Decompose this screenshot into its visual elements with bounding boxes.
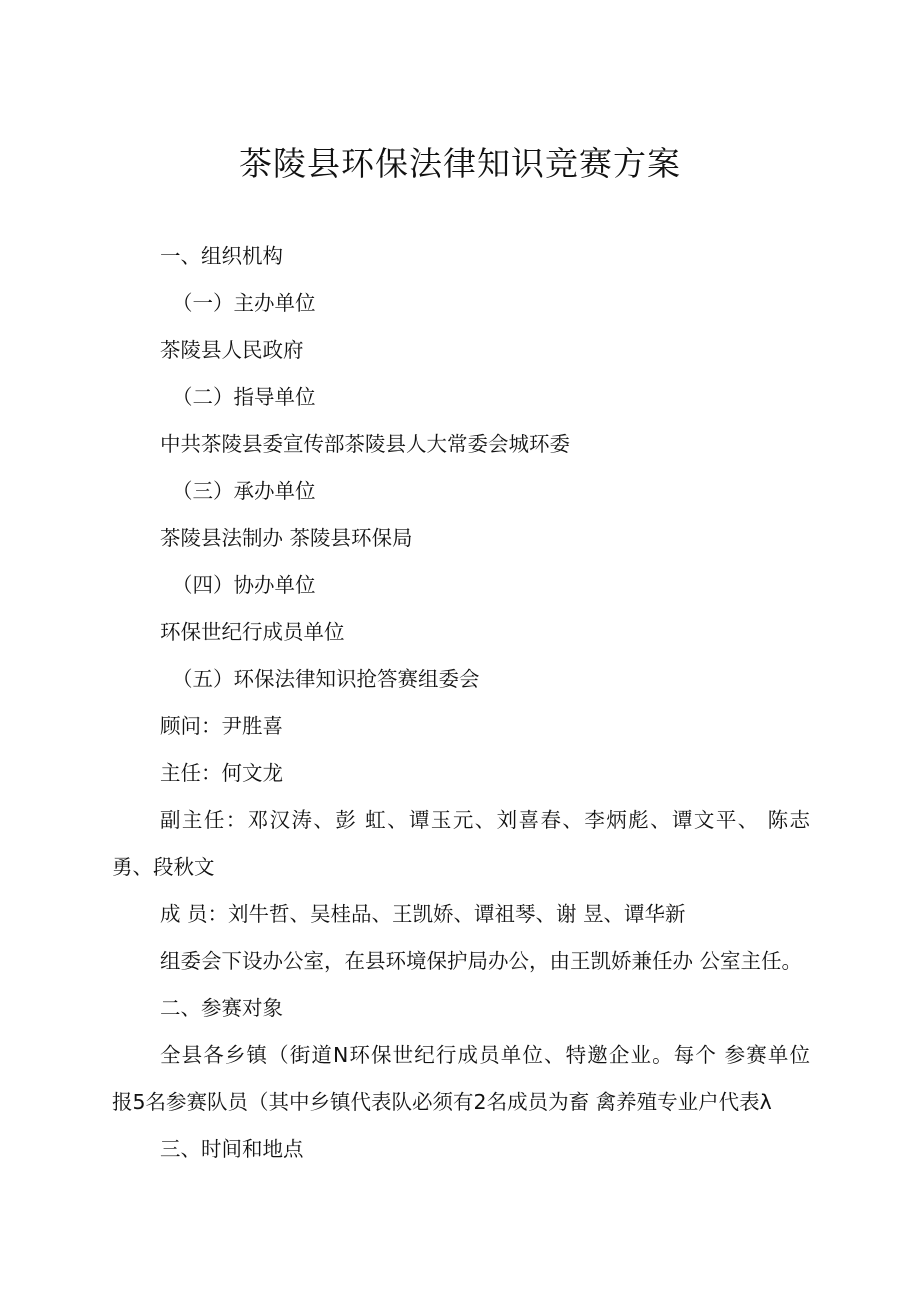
subsection-committee: （五）环保法律知识抢答赛组委会 [172, 667, 480, 691]
section-heading-participants: 二、参赛对象 [160, 996, 283, 1020]
participants-text: 全县各乡镇（街道N环保世纪行成员单位、特邀企业。每个 参赛单位 [160, 1043, 810, 1067]
participants-text-cont: 报5名参赛队员（其中乡镇代表队必须有2名成员为畜 禽养殖专业户代表λ [112, 1090, 772, 1114]
committee-director: 主任：何文龙 [160, 761, 283, 785]
section-heading-organization: 一、组织机构 [160, 244, 283, 268]
committee-deputy-directors-cont: 勇、段秋文 [112, 855, 215, 879]
committee-advisor: 顾问：尹胜喜 [160, 714, 283, 738]
committee-deputy-directors: 副主任：邓汉涛、彭 虹、谭玉元、刘喜春、李炳彪、谭文平、 陈志 [160, 808, 810, 832]
subsection-host: （一）主办单位 [172, 291, 316, 315]
committee-members: 成 员：刘牛哲、吴桂品、王凯娇、谭祖琴、谢 昱、谭华新 [160, 902, 686, 926]
host-unit-text: 茶陵县人民政府 [160, 338, 304, 362]
subsection-co-organizer: （四）协办单位 [172, 573, 316, 597]
section-heading-time-place: 三、时间和地点 [160, 1137, 304, 1161]
committee-office-note: 组委会下设办公室，在县环境保护局办公，由王凯娇兼任办 公室主任。 [160, 949, 803, 973]
co-organizer-unit-text: 环保世纪行成员单位 [160, 620, 345, 644]
subsection-organizer: （三）承办单位 [172, 479, 316, 503]
document-title: 茶陵县环保法律知识竞赛方案 [239, 144, 681, 183]
organizer-unit-text: 茶陵县法制办 茶陵县环保局 [160, 526, 413, 550]
subsection-guidance: （二）指导单位 [172, 385, 316, 409]
guidance-unit-text: 中共茶陵县委宣传部茶陵县人大常委会城环委 [160, 432, 570, 456]
